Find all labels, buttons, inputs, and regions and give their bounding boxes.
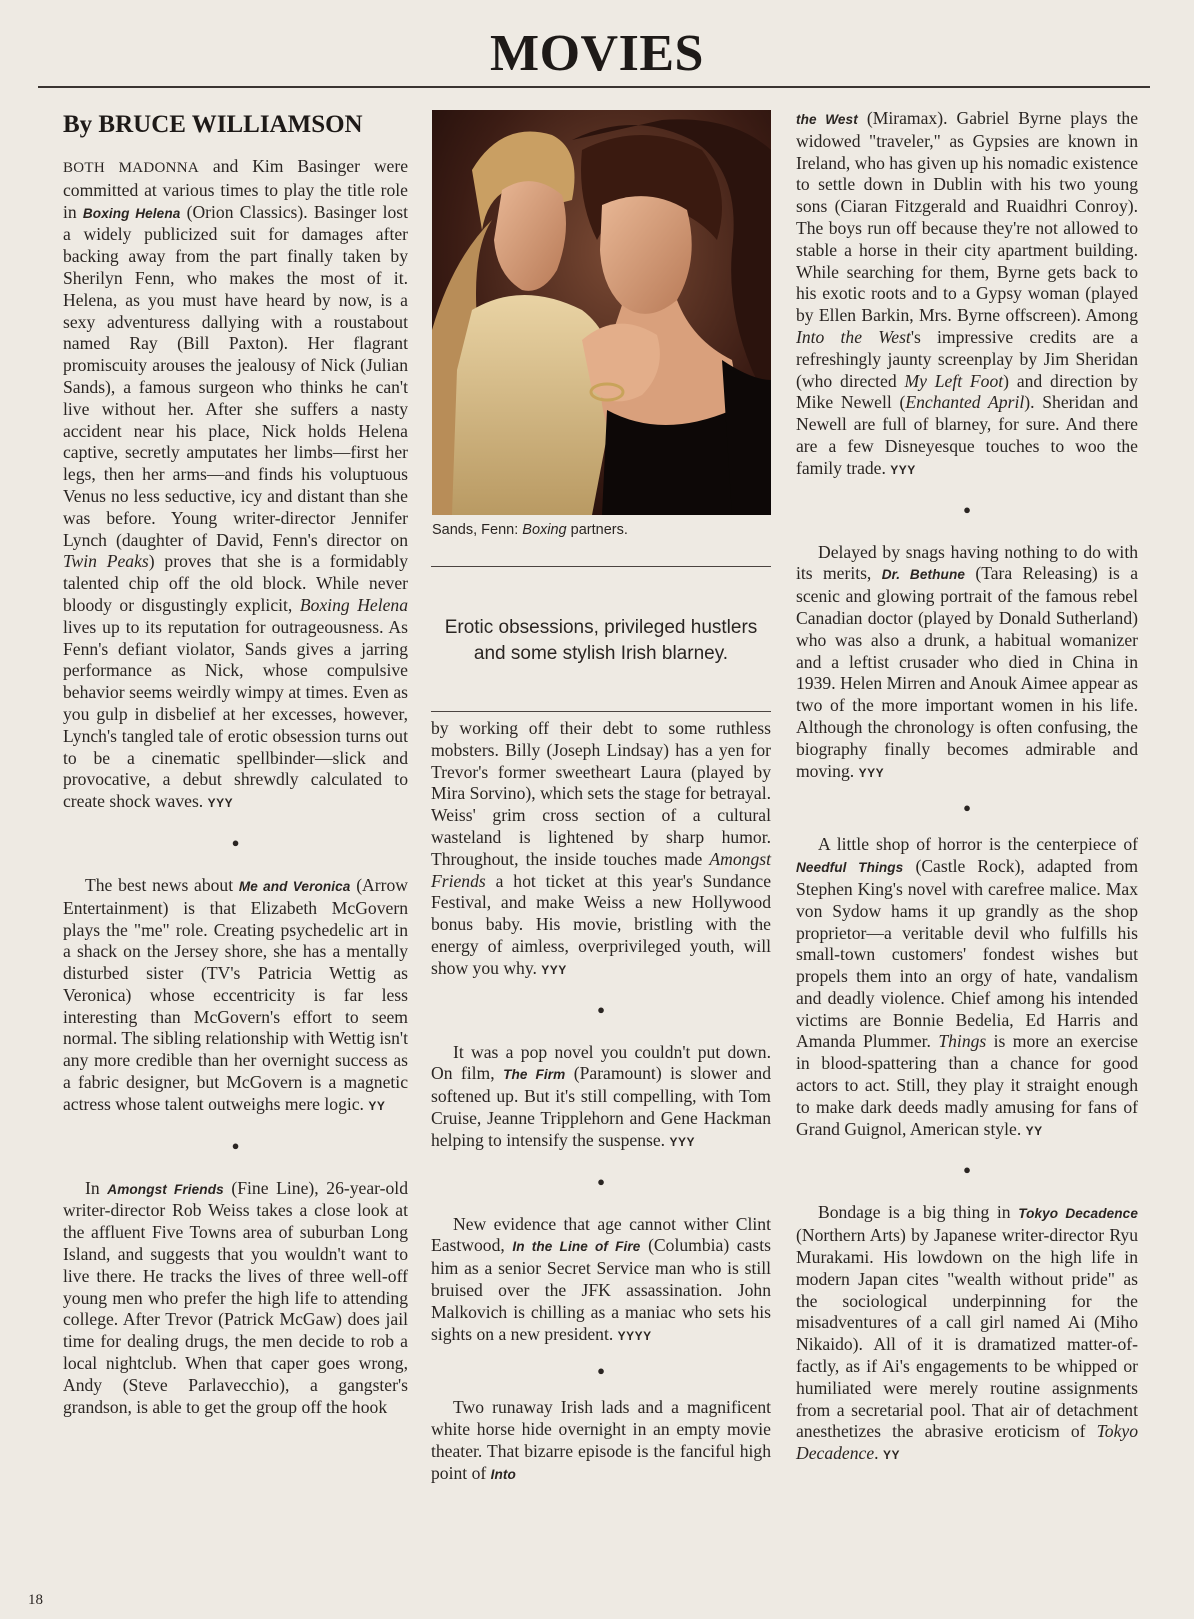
pull-quote: Erotic obsessions, privileged hustlers and some stylish Irish blarney. bbox=[444, 617, 758, 664]
review-text: (Orion Classics). Basinger lost a widely publicized suit for damages after backing away from the part finally taken by Sherilyn Fenn, who makes the most of it. Helena, as you must have heard by now, is a sexy adventuress dallying with a roustabout named Ray (Bill Paxton). Her flagrant promiscuity arouses the jealousy of Nick (Julian Sands), a famous surgeon who thinks he can't live without her. After she suffers a nasty accident near his place, Nick holds Helena captive, secretly amputates her limbs—first her legs, then her arms—and finds his voluptuous Venus no less seductive, icy and distant than she was before. Young writer-director Jennifer Lynch (daughter of David, Fenn's director on bbox=[63, 201, 408, 550]
pullquote-rule-top bbox=[431, 566, 771, 567]
film-title: Needful Things bbox=[796, 860, 904, 876]
review-dr-bethune bbox=[796, 542, 1138, 785]
film-title: Dr. Bethune bbox=[881, 567, 966, 583]
section-bullet: ● bbox=[597, 1363, 605, 1379]
caption-text: Sands, Fenn: bbox=[432, 522, 523, 538]
section-bullet: ● bbox=[231, 834, 240, 850]
review-amongst-friends bbox=[63, 1178, 408, 1419]
review-text: (Northern Arts) by Japanese writer-director Ryu Murakami. His lowdown on the high life in modern Japan cites "wealth without pride" as the sociological underpinning for the misadventures of a call girl named Ai (Miho Nikaido). All of it is dramatized matter-of-factly, as if Ai's engagements to be whipped or humiliated were merely routine assignments from a secretarial pool. That air of detachment anesthetizes the abrasive eroticism of bbox=[796, 1225, 1138, 1442]
film-title: Into bbox=[490, 1466, 516, 1482]
byline: By BRUCE WILLIAMSON bbox=[63, 111, 363, 138]
review-in-the-line-of-fire bbox=[431, 1214, 771, 1348]
title-italic: Into the West bbox=[796, 326, 911, 347]
review-text: (Fine Line), 26-year-old writer-director Rob Weiss takes a close look at the affluent Five Towns area of suburban Long Island, and suggests that you wouldn't want to live there. He tracks the lives of three well-off young men who prefer the high life to attending college. After Trevor (Patrick McGaw) does jail time for dealing drugs, the men decide to rob a local nightclub. When that caper goes wrong, Andy (Steve Parlavecchio), a gangster's grandson, is able to get the group off the hook bbox=[63, 1177, 408, 1417]
review-text: (Arrow Entertainment) is that Elizabeth McGovern plays the "me" role. Creating psychedelic art in a shack on the Jersey shore, she has a mentally disturbed sister (TV's Patricia Wettig as Veronica) whose eccentricity is far less interesting than McGovern's effort to seem normal. The sibling relationship with Wettig isn't any more credible than her overnight success as a fabric designer, but McGovern is a magnetic actress whose talent outweighs mere logic. bbox=[63, 874, 408, 1114]
review-into-the-west bbox=[431, 1397, 771, 1485]
review-text: (Castle Rock), adapted from Stephen King's novel with carefree malice. Max von Sydow hams it up grandly as the shop proprietor—a veritable devil who fulfills his small-town customers' fondest wishes but propels them into an orgy of hate, vandalism and deadly violence. Chief among his intended victims are Bonnie Bedelia, Ed Harris and Amanda Plummer. bbox=[796, 856, 1139, 1052]
review-text: The best news about bbox=[85, 874, 239, 895]
photo-caption bbox=[432, 522, 628, 538]
rating-mark: YY bbox=[882, 1448, 900, 1463]
review-text: Bondage is a big thing in bbox=[818, 1202, 1019, 1223]
header-rule bbox=[38, 86, 1150, 88]
review-text: ) proves that she is a formidably talented chip off the old block. While never bloody or disgustingly explicit, bbox=[63, 551, 408, 615]
review-me-and-veronica bbox=[63, 875, 408, 1118]
review-text: ). Sheridan and Newell are full of blarney, for sure. And there are a few Disneyesque touches to woo the family trade. bbox=[796, 392, 1138, 478]
review-text: Delayed by snags having nothing to do with its merits, bbox=[796, 541, 1138, 584]
film-title: In the Line of Fire bbox=[512, 1239, 641, 1255]
review-text: by working off their debt to some ruthless mobsters. Billy (Joseph Lindsay) has a yen for Trevor's former sweetheart Laura (played by Mira Sorvino), which sets the stage for betrayal. Weiss' grim cross section of a cultural wasteland is lightened by sharp humor. Throughout, the inside touches made bbox=[431, 718, 771, 869]
title-italic: Enchanted April bbox=[905, 392, 1025, 413]
rating-mark: YYY bbox=[207, 796, 234, 811]
section-bullet: ● bbox=[963, 501, 971, 517]
caption-text: partners. bbox=[566, 522, 628, 538]
film-title: The Firm bbox=[503, 1067, 566, 1083]
film-still-image bbox=[432, 110, 771, 515]
review-text: lives up to its reputation for outrageousness. As Fenn's defiant violator, Sands gives a jarring performance as Nick, whose compulsive behavior seems weirdly wimpy at times. Even as you gulp in disbelief at her excesses, however, Lynch's tangled tale of erotic obsession turns out to be a cinematic spellbinder—slick and provocative, a debut shrewdly calculated to create shock waves. bbox=[63, 616, 408, 812]
title-italic: Boxing Helena bbox=[299, 594, 408, 615]
review-text: (Paramount) is slower and softened up. But it's still compelling, with Tom Cruise, Jeanne Tripplehorn and Gene Hackman helping to intensify the suspense. bbox=[431, 1063, 771, 1150]
rating-mark: YYY bbox=[669, 1134, 695, 1149]
review-text: Two runaway Irish lads and a magnificent white horse hide overnight in an empty movie theater. That bizarre episode is the fanciful high point of bbox=[431, 1397, 771, 1483]
review-text: a hot ticket at this year's Sundance Festival, and make Weiss a new Hollywood bonus baby. His movie, bristling with the energy of aimless, overprivileged youth, will show you why. bbox=[431, 870, 771, 978]
review-needful-things bbox=[796, 834, 1138, 1142]
review-text: (Columbia) casts him as a senior Secret Service man who is still bruised over the JFK assassination. John Malkovich is chilling as a maniac who sets his sights on a new president. bbox=[431, 1235, 771, 1344]
review-text: (Tara Releasing) is a scenic and glowing portrait of the famous rebel Canadian doctor (played by Donald Sutherland) who was also a drunk, a habitual womanizer and a leftist crusader who died in China in 1939. Helen Mirren and Anouk Aimee appear as two of the more important women in his life. Although the chronology is often confusing, the biography finally becomes admirable and moving. bbox=[796, 563, 1139, 781]
section-bullet: ● bbox=[231, 1137, 240, 1153]
review-text: and Kim Basinger were committed at various times to play the title role in bbox=[63, 156, 409, 222]
review-tokyo-decadence bbox=[796, 1202, 1138, 1467]
film-title: Amongst Friends bbox=[107, 1181, 224, 1197]
review-text: In bbox=[85, 1177, 108, 1198]
rating-mark: YYY bbox=[858, 765, 885, 780]
column-2 bbox=[431, 718, 771, 1486]
section-bullet: ● bbox=[597, 1001, 605, 1017]
review-text: . bbox=[874, 1443, 883, 1464]
page-number: 18 bbox=[28, 1592, 43, 1608]
review-amongst-friends-continued bbox=[431, 718, 771, 982]
film-title: Tokyo Decadence bbox=[1018, 1206, 1139, 1222]
title-italic: Twin Peaks bbox=[63, 551, 149, 572]
rating-mark: YY bbox=[368, 1098, 386, 1113]
film-title: the West bbox=[796, 112, 858, 127]
title-italic: Things bbox=[938, 1031, 987, 1052]
film-title: Me and Veronica bbox=[238, 878, 351, 894]
section-bullet: ● bbox=[963, 1162, 971, 1178]
column-3 bbox=[796, 108, 1138, 1467]
lead-in: BOTH MADONNA bbox=[63, 160, 200, 176]
section-title: MOVIES bbox=[490, 25, 704, 82]
film-title: Boxing Helena bbox=[82, 205, 181, 221]
review-text: New evidence that age cannot wither Clint Eastwood, bbox=[431, 1213, 771, 1256]
caption-italic: Boxing bbox=[522, 522, 567, 538]
pullquote-rule-bottom bbox=[431, 711, 771, 712]
review-text: (Miramax). Gabriel Byrne plays the widowed "traveler," as Gypsies are known in Ireland, who has given up his nomadic existence to settle down in Dublin with his two young sons (Ciaran Fitzgerald and Ruaidhri Conroy). The boys run off because they're not allowed to stable a horse in their city apartment building. While searching for them, Byrne gets back to his exotic roots and to a Gypsy woman (played by Ellen Barkin, Mrs. Byrne offscreen). Among bbox=[796, 108, 1139, 326]
rating-mark: YYYY bbox=[617, 1328, 652, 1343]
rating-mark: YYY bbox=[541, 962, 567, 977]
title-italic: My Left Foot bbox=[904, 370, 1004, 391]
review-text: A little shop of horror is the centerpiece of bbox=[818, 834, 1138, 855]
review-text: ) and direction by Mike Newell ( bbox=[796, 370, 1138, 413]
title-italic: Tokyo Decadence bbox=[796, 1421, 1138, 1464]
rating-mark: YY bbox=[1025, 1123, 1043, 1138]
section-bullet: ● bbox=[963, 800, 971, 816]
review-text: 's impressive credits are a refreshingly jaunty screenplay by Jim Sheridan (who directed bbox=[796, 326, 1138, 391]
review-text: It was a pop novel you couldn't put down. On film, bbox=[431, 1041, 771, 1084]
section-bullet: ● bbox=[597, 1173, 605, 1189]
rating-mark: YYY bbox=[890, 462, 916, 477]
review-boxing-helena bbox=[63, 156, 408, 815]
review-text: is more an exercise in blood-spattering than a chance for good actors to act. Still, they play it straight enough to make dark deeds madly amusing for fans of Grand Guignol, American style. bbox=[796, 1031, 1138, 1139]
title-italic: Amongst Friends bbox=[431, 848, 771, 891]
film-still-photo bbox=[432, 110, 771, 515]
review-the-firm bbox=[431, 1042, 771, 1154]
review-into-the-west-continued bbox=[796, 108, 1138, 482]
column-1 bbox=[63, 110, 408, 1418]
